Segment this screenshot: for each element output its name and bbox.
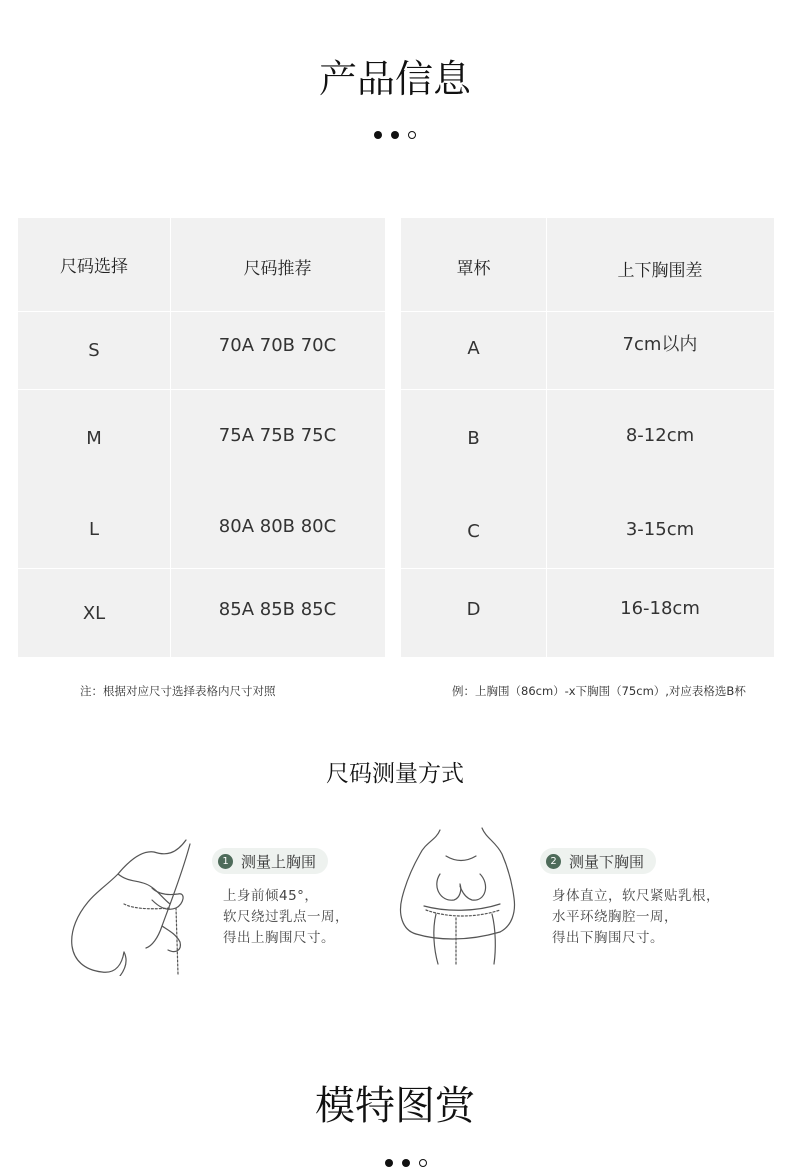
product-info-title: 产品信息 — [318, 57, 471, 101]
dot-filled-icon — [374, 131, 382, 139]
cup-cell: B — [467, 427, 480, 449]
step-1-label: 测量上胸围 — [241, 852, 317, 871]
size-header-select: 尺码选择 — [60, 257, 128, 277]
size-cell: S — [88, 339, 100, 361]
size-header-recommend: 尺码推荐 — [243, 259, 312, 279]
cup-cell: D — [466, 599, 481, 620]
diff-cell: 3-15cm — [625, 518, 695, 540]
cup-cell: A — [467, 337, 480, 359]
dot-hollow-icon — [419, 1159, 427, 1167]
step-2-description: 身体直立，软尺紧贴乳根， 水平环绕胸腔一周， 得出下胸围尺寸。 — [552, 888, 720, 946]
carousel-dots — [0, 131, 790, 139]
recommend-cell: 70A 70B 70C — [218, 334, 337, 356]
measurement-title: 尺码测量方式 — [326, 761, 464, 787]
cup-header: 罩杯 — [456, 258, 491, 279]
diff-header: 上下胸围差 — [617, 260, 703, 281]
cup-example-note: 例：上胸围（86cm）-x下胸围（75cm）,对应表格选B杯 — [452, 684, 746, 698]
step-1-number-icon: 1 — [218, 854, 233, 869]
model-gallery-title: 模特图赏 — [315, 1083, 475, 1129]
step-2-label: 测量下胸围 — [569, 852, 645, 871]
size-table — [18, 218, 385, 657]
size-cell: M — [86, 427, 102, 449]
diff-cell: 8-12cm — [625, 424, 695, 446]
carousel-dots — [0, 1159, 790, 1167]
recommend-cell: 80A 80B 80C — [218, 515, 337, 537]
step-1-description: 上身前倾45°， 软尺绕过乳点一周， 得出上胸围尺寸。 — [223, 888, 349, 946]
step-2-pill — [540, 848, 656, 874]
size-note: 注：根据对应尺寸选择表格内尺寸对照 — [80, 684, 276, 698]
cup-table — [401, 218, 774, 657]
step-2-number-icon: 2 — [546, 854, 561, 869]
under-bust-illustration — [396, 826, 526, 966]
dot-filled-icon — [385, 1159, 393, 1167]
diff-cell: 16-18cm — [620, 598, 700, 619]
dot-filled-icon — [391, 131, 399, 139]
dot-filled-icon — [402, 1159, 410, 1167]
cup-cell: C — [467, 520, 480, 542]
diff-cell: 7cm以内 — [622, 334, 698, 355]
step-1-pill — [212, 848, 328, 874]
recommend-cell: 85A 85B 85C — [218, 599, 337, 620]
recommend-cell: 75A 75B 75C — [218, 424, 337, 446]
size-cell: XL — [82, 603, 106, 624]
dot-hollow-icon — [408, 131, 416, 139]
upper-bust-illustration — [66, 834, 196, 976]
size-cell: L — [88, 518, 100, 540]
